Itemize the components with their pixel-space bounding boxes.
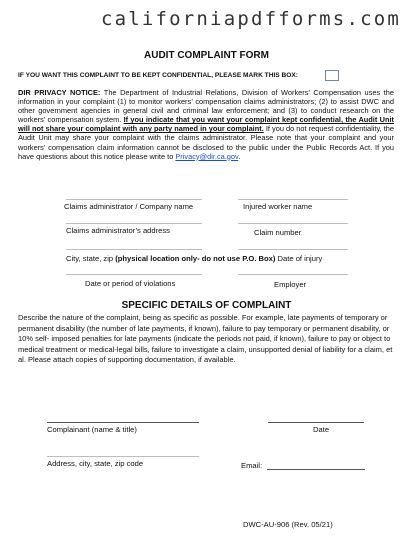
date-period-field[interactable] (66, 274, 202, 275)
claims-admin-label: Claims administrator / Company name (64, 202, 194, 211)
city-state-zip-field[interactable] (66, 249, 202, 250)
complainant-field[interactable] (47, 422, 199, 423)
details-heading: SPECIFIC DETAILS OF COMPLAINT (121, 300, 292, 311)
employer-field[interactable] (238, 274, 348, 275)
date-field[interactable] (268, 422, 364, 423)
address-field[interactable] (47, 456, 199, 457)
details-instructions: Describe the nature of the complaint, being as specific as possible. For example, late payments of temporary or permanent disability (the number of late payments, if known), failure to pay temporary or permanent disability, or 10% self- imposed penalties for late payments (indicate the periods not paid, if known), failure to pay or object to medical treatment or medical-legal bills, failure to investigate a claim, unsupported denial of liability for a claim, et al. Please attach copies of supporting documentation, if available. (18, 313, 393, 365)
city-state-zip-label (66, 254, 322, 263)
city-physical-note: (physical location only- do not use P.O. Box) (115, 254, 276, 263)
address-label: Address, city, state, zip code (47, 459, 144, 468)
claim-number-field[interactable] (238, 223, 348, 224)
form-number: DWC-AU-906 (Rev. 05/21) (243, 520, 333, 529)
privacy-text-2: If you do not request confidentiality, the Audit Unit may share your complaint with the claims administrator. Please note that your complaint and your workers’ compensation claim information cannot be disclosed to the public under the Public Records Act. If you have questions about this notice please write to (18, 124, 394, 161)
privacy-confidential-statement: If you indicate that you want your complaint kept confidential, the Audit Unit will not share your complaint with any party named in your complaint. (18, 115, 394, 134)
privacy-label: DIR PRIVACY NOTICE: (18, 88, 101, 97)
privacy-text-1: The Department of Industrial Relations, Division of Workers’ Compensation uses the information in your complaint (1) to monitor workers’ compensation claims administrators; (2) to assist DWC and other government agencies in general civil and criminal law enforcement; and (3) to conduct research on the workers’ compensation system. (18, 88, 394, 125)
privacy-end: . (238, 151, 241, 161)
employer-label: Employer (274, 280, 307, 289)
email-label: Email: (241, 461, 263, 470)
date-of-injury-label: Date of injury (275, 254, 323, 263)
privacy-email-link[interactable]: Privacy@dir.ca.gov (175, 151, 239, 161)
confidential-prompt: IF YOU WANT THIS COMPLAINT TO BE KEPT CONFIDENTIAL, PLEASE MARK THIS BOX: (18, 72, 298, 79)
date-of-injury-field[interactable] (238, 249, 348, 250)
injured-worker-field[interactable] (238, 199, 348, 200)
claim-number-label: Claim number (254, 228, 302, 237)
email-field[interactable] (267, 469, 365, 470)
injured-worker-label: Injured worker name (243, 202, 313, 211)
date-label: Date (313, 425, 330, 434)
claims-admin-address-field[interactable] (66, 223, 202, 224)
watermark: californiapdfforms.com (100, 8, 401, 30)
confidential-checkbox[interactable] (325, 70, 339, 81)
city-prefix: City, state, zip (66, 254, 116, 263)
claims-admin-field[interactable] (66, 199, 202, 200)
date-period-label: Date or period of violations (85, 279, 176, 288)
complainant-label: Complainant (name & title) (47, 425, 137, 434)
privacy-notice (18, 88, 394, 161)
claims-admin-address-label: Claims administrator’s address (66, 226, 170, 235)
form-title: AUDIT COMPLAINT FORM (144, 50, 269, 61)
